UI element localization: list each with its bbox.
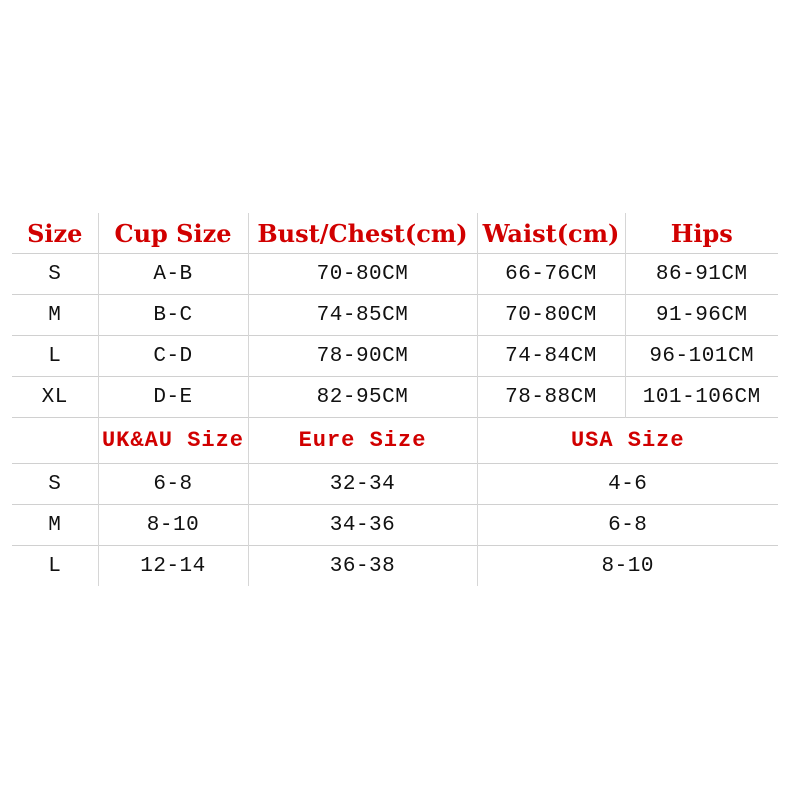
table-row — [12, 546, 778, 587]
cell-uk-au: 8-10 — [98, 505, 248, 546]
cell-waist: 74-84CM — [477, 336, 625, 377]
header-size: Size — [27, 218, 83, 248]
header-bust-chest: Bust/Chest(cm) — [248, 213, 477, 254]
cell-usa: 6-8 — [477, 505, 778, 546]
cell-eure: 34-36 — [248, 505, 477, 546]
cell-hips: 101-106CM — [625, 377, 778, 418]
cell-hips: 96-101CM — [625, 336, 778, 377]
header-blank — [12, 418, 98, 464]
cell-hips: 86-91CM — [625, 254, 778, 295]
cell-usa: 4-6 — [477, 464, 778, 505]
header-cup-size: Cup Size — [98, 213, 248, 254]
cell-size: L — [12, 336, 98, 377]
table-row — [12, 377, 778, 418]
table-row — [12, 464, 778, 505]
table-row — [12, 254, 778, 295]
cell-size: XL — [12, 377, 98, 418]
size-chart-table — [12, 213, 778, 586]
cell-waist: 78-88CM — [477, 377, 625, 418]
cell-bust: 82-95CM — [248, 377, 477, 418]
cell-size: M — [12, 295, 98, 336]
cell-size: L — [12, 546, 98, 587]
cell-waist: 70-80CM — [477, 295, 625, 336]
main-header-row — [12, 213, 778, 254]
cell-waist: 66-76CM — [477, 254, 625, 295]
table-row — [12, 336, 778, 377]
cell-eure: 36-38 — [248, 546, 477, 587]
table-row — [12, 505, 778, 546]
conversion-header-row — [12, 418, 778, 464]
cell-uk-au: 6-8 — [98, 464, 248, 505]
cell-bust: 70-80CM — [248, 254, 477, 295]
header-uk-au-size: UK&AU Size — [98, 418, 248, 464]
cell-bust: 78-90CM — [248, 336, 477, 377]
cell-size: M — [12, 505, 98, 546]
header-usa-size: USA Size — [477, 418, 778, 464]
cell-cup-size: C-D — [98, 336, 248, 377]
header-hips: Hips — [625, 213, 778, 254]
size-chart — [12, 213, 778, 586]
cell-cup-size: D-E — [98, 377, 248, 418]
cell-hips: 91-96CM — [625, 295, 778, 336]
header-waist: Waist(cm) — [477, 213, 625, 254]
cell-bust: 74-85CM — [248, 295, 477, 336]
table-row — [12, 295, 778, 336]
cell-cup-size: B-C — [98, 295, 248, 336]
cell-usa: 8-10 — [477, 546, 778, 587]
cell-cup-size: A-B — [98, 254, 248, 295]
cell-size: S — [12, 254, 98, 295]
cell-size: S — [12, 464, 98, 505]
cell-uk-au: 12-14 — [98, 546, 248, 587]
cell-eure: 32-34 — [248, 464, 477, 505]
header-eure-size: Eure Size — [248, 418, 477, 464]
